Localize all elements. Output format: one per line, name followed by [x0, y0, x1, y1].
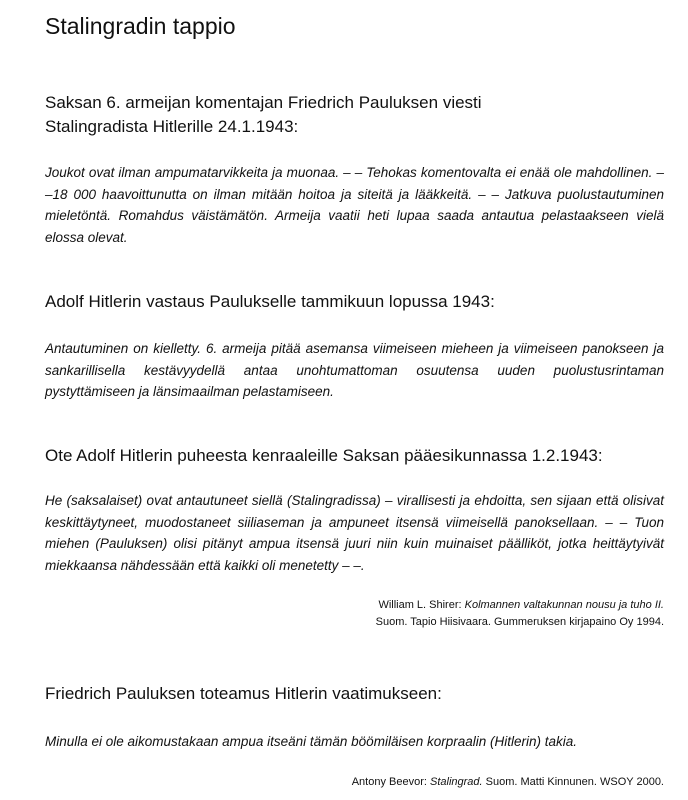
section-3-source-line-1	[376, 597, 664, 614]
section-4-source-author: Antony Beevor:	[351, 776, 427, 788]
section-3-source-author: William L. Shirer:	[378, 599, 462, 611]
section-2-heading	[45, 290, 665, 314]
section-3-heading-line-1: Ote Adolf Hitlerin puheesta kenraaleille Saksan pääesikunnassa 1.2.1943:	[45, 446, 603, 465]
section-3-heading	[45, 444, 665, 468]
section-3-source-publisher: Suom. Tapio Hiisivaara. Gummeruksen kirjapaino Oy 1994.	[375, 616, 664, 628]
section-1-heading-line-1: Saksan 6. armeijan komentajan Friedrich Pauluksen viesti	[45, 93, 482, 112]
section-1-heading	[45, 91, 665, 139]
section-2-quote: Antautuminen on kielletty. 6. armeija pitää asemansa viimeiseen mieheen ja viimeiseen panokseen ja sankarillisella kestävyydellä antaa unohtumattoman osuutensa uuden puolustusrintaman pystyttämiseen ja länsimaailman pelastamiseen.	[45, 341, 664, 399]
section-4-heading	[45, 682, 665, 706]
page-title: Stalingradin tappio	[45, 13, 236, 39]
section-3-source	[376, 597, 664, 631]
section-4-source-line-1	[352, 774, 664, 791]
section-4-quote: Minulla ei ole aikomustakaan ampua itseäni tämän böömiläisen korpraalin (Hitlerin) takia.	[45, 734, 578, 749]
section-4-source-publisher: Suom. Matti Kinnunen. WSOY 2000.	[485, 776, 664, 788]
section-4-heading-line-1: Friedrich Pauluksen toteamus Hitlerin vaatimukseen:	[45, 684, 442, 703]
section-3-quote: He (saksalaiset) ovat antautuneet siellä (Stalingradissa) – virallisesti ja ehdoitta, sen sijaan että olisivat keskittäytyneet, muodostaneet siiliaseman ja ampuneet itsensä viimeisellä panoksellaan. – – Tuon miehen (Pauluksen) olisi pitänyt ampua itsensä juuri niin kuin muinaiset päälliköt, jotka heittäytyivät miekkaansa nähdessään että kaikki oli menetetty – –.	[45, 493, 664, 573]
section-4-source	[352, 774, 664, 791]
section-4-source-work: Stalingrad.	[430, 776, 483, 788]
section-1-quote: Joukot ovat ilman ampumatarvikkeita ja muonaa. – – Tehokas komentovalta ei enää ole mahdollinen. – –18 000 haavoittunutta on ilman mitään hoitoa ja siteitä ja lääkkeitä. – – Jatkuva puolustautuminen mieletöntä. Romahdus väistämätön. Armeija vaatii heti lupaa saada antautua pelastaakseen vielä elossa olevat.	[45, 165, 664, 245]
section-2-heading-line-1: Adolf Hitlerin vastaus Paulukselle tammikuun lopussa 1943:	[45, 292, 495, 311]
section-1-heading-line-2: Stalingradista Hitlerille 24.1.1943:	[45, 117, 299, 136]
section-3-source-work: Kolmannen valtakunnan nousu ja tuho II.	[464, 599, 664, 611]
